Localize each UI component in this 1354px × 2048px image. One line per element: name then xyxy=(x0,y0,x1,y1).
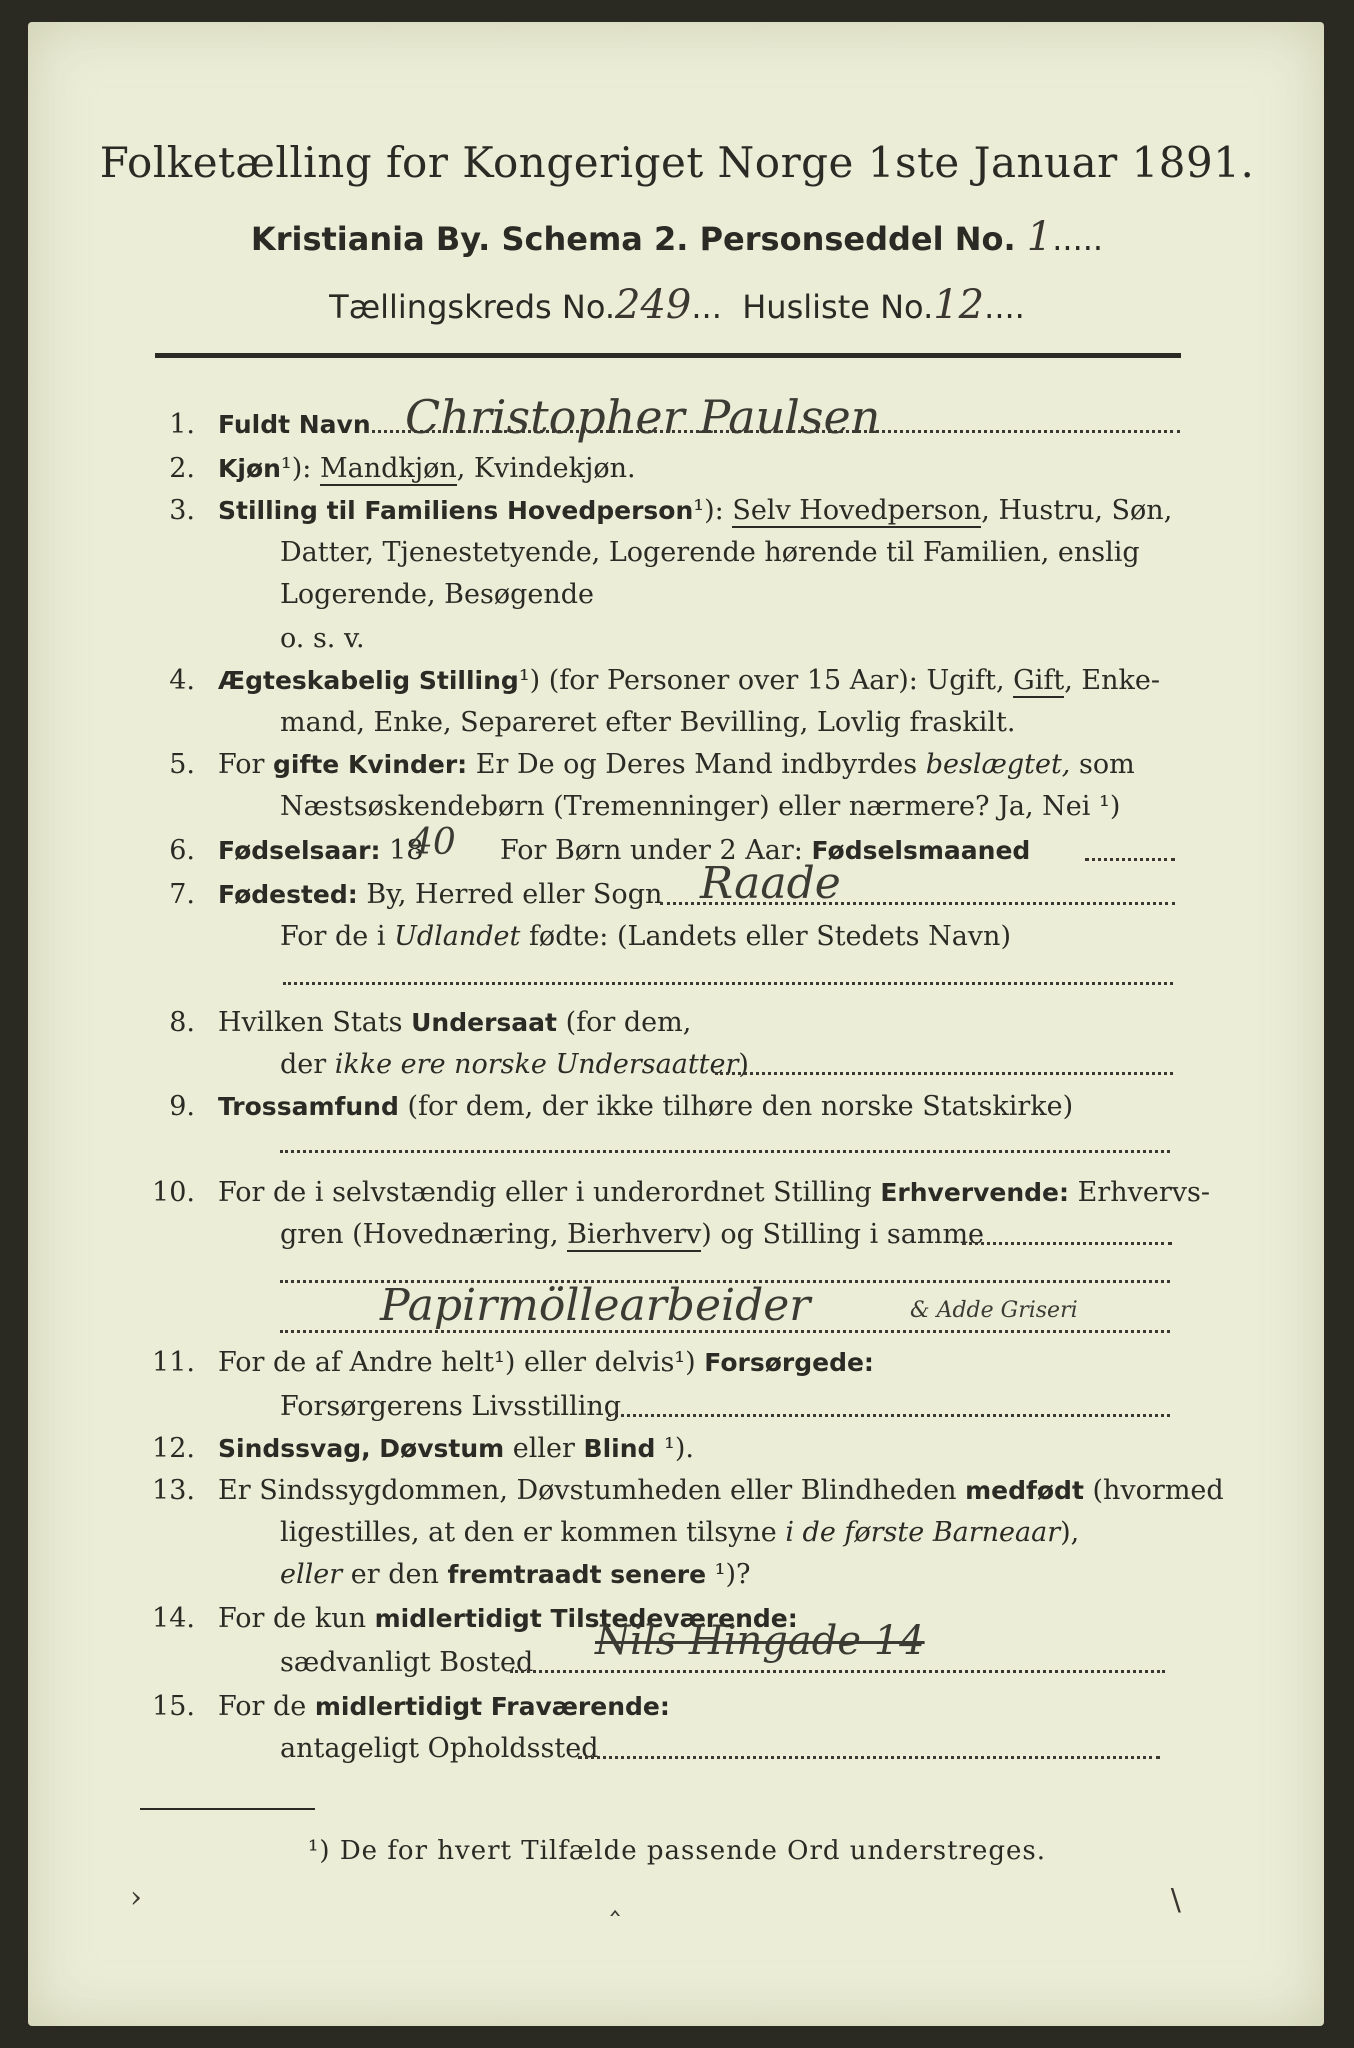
birthplace-value: Raade xyxy=(700,858,841,909)
taellingskreds-label: Tællingskreds No. xyxy=(329,288,616,326)
item-6-dots xyxy=(1085,858,1175,861)
item-15-line2: antageligt Opholdssted xyxy=(280,1733,599,1764)
item-14-dots xyxy=(510,1670,1165,1673)
item-7-dots xyxy=(660,902,1175,905)
item-11-line2: Forsørgerens Livsstilling xyxy=(280,1391,622,1422)
subtitle-prefix: Kristiania By. Schema 2. Personseddel No. xyxy=(250,220,1016,258)
footnote: ¹) De for hvert Tilfælde passende Ord understreges. xyxy=(307,1836,1046,1866)
corner-mark-right: ∖ xyxy=(1165,1884,1185,1919)
item-15-dots xyxy=(578,1756,1160,1759)
item-5-line2: Næstsøskendebørn (Tremenninger) eller nærmere? Ja, Nei ¹) xyxy=(280,791,1121,822)
item-4-line2: mand, Enke, Separeret efter Bevilling, Lovlig fraskilt. xyxy=(280,707,1016,738)
corner-mark-left: › xyxy=(130,1880,142,1915)
form-title: Folketælling for Kongeriget Norge 1ste Januar 1891. xyxy=(99,138,1255,187)
item-10-line2: gren (Hovednæring, Bierhverv) og Stilling i samme xyxy=(280,1219,985,1250)
usual-residence-value: Nils Hingade 14 xyxy=(595,1618,925,1664)
item-7-dots-2 xyxy=(283,982,1173,985)
header-divider xyxy=(155,353,1181,358)
item-1-label: Fuldt Navn xyxy=(218,410,371,439)
item-11-dots xyxy=(608,1414,1170,1417)
occupation-value: Papirmöllearbeider xyxy=(380,1280,811,1331)
item-3-line3: Logerende, Besøgende xyxy=(280,579,594,610)
item-9-dots xyxy=(280,1150,1170,1153)
occupation-extra: & Adde Griseri xyxy=(910,1298,1078,1323)
marital-selected: Gift xyxy=(1013,665,1065,696)
position-selected: Selv Hovedperson xyxy=(732,495,982,526)
personseddel-number: 1 xyxy=(1026,214,1053,260)
item-8-dots xyxy=(715,1072,1173,1075)
item-7-line2: For de i Udlandet fødte: (Landets eller Stedets Navn) xyxy=(280,921,1011,952)
item-10-dots xyxy=(962,1242,1172,1245)
taellingskreds-number: 249 xyxy=(615,282,692,328)
form-district-line: Tællingskreds No.249... Husliste No.12.... xyxy=(329,282,1025,328)
item-13-line2: ligestilles, at den er kommen tilsyne i de første Barneaar), xyxy=(280,1517,1080,1548)
item-3-line4: o. s. v. xyxy=(280,623,365,654)
husliste-label: Husliste No. xyxy=(742,288,934,326)
footnote-divider xyxy=(140,1808,315,1810)
item-14-line2: sædvanligt Bosted xyxy=(280,1647,534,1678)
birth-year-value: 40 xyxy=(410,822,456,863)
form-subtitle: Kristiania By. Schema 2. Personseddel No. 1..... xyxy=(250,214,1104,260)
item-8-line2: der ikke ere norske Undersaatter) xyxy=(280,1049,749,1080)
item-3-line2: Datter, Tjenestetyende, Logerende hørende til Familien, enslig xyxy=(280,537,1140,568)
corner-mark-center: ‸ xyxy=(610,1882,621,1917)
husliste-number: 12 xyxy=(933,282,985,328)
gender-selected: Mandkjøn xyxy=(319,453,457,484)
full-name-value: Christopher Paulsen xyxy=(405,390,881,444)
item-10-dots-3 xyxy=(280,1330,1170,1333)
item-1-dots xyxy=(365,430,1180,433)
item-13-line3: eller er den fremtraadt senere ¹)? xyxy=(280,1559,751,1590)
